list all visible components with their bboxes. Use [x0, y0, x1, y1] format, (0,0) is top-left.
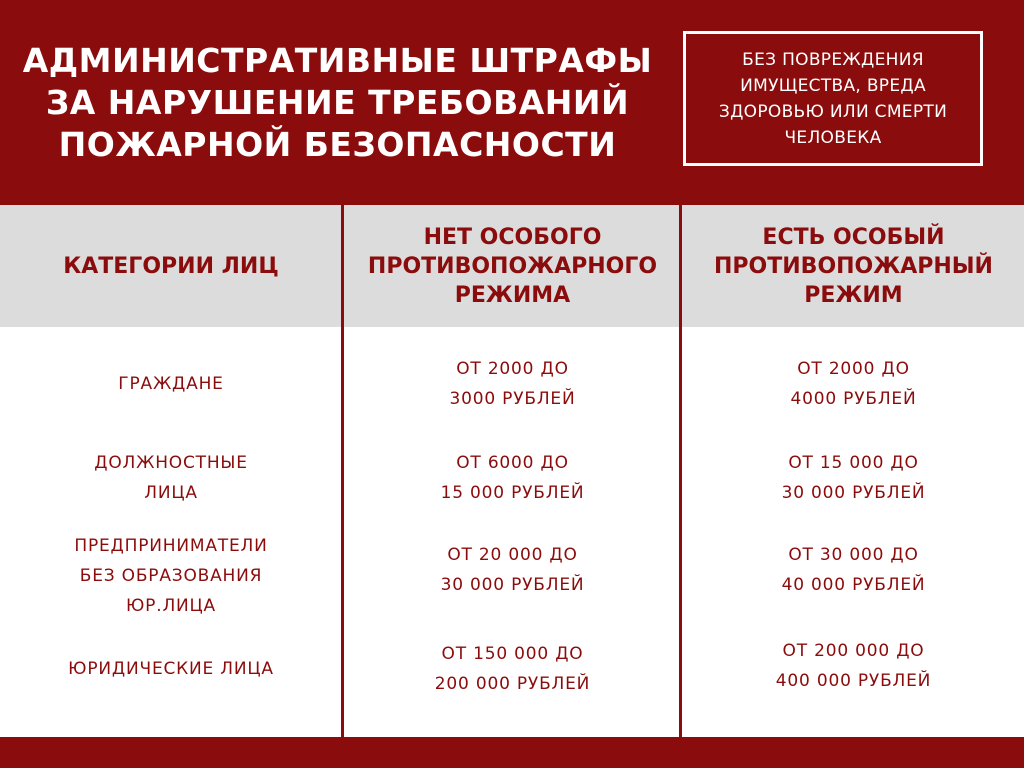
table-cell-regime: [683, 634, 1024, 698]
cell-line: ПРЕДПРИНИМАТЕЛИ: [74, 536, 268, 556]
cell-line: ОТ 20 000 ДО: [447, 545, 578, 565]
page-title-line: ЗА НАРУШЕНИЕ ТРЕБОВАНИЙ: [45, 83, 630, 122]
cell-line: ЛИЦА: [144, 483, 198, 503]
cell-line: ОТ 2000 ДО: [456, 359, 569, 379]
cell-line: БЕЗ ОБРАЗОВАНИЯ: [79, 566, 263, 586]
table-cell-no-regime: [345, 352, 680, 416]
cell-line: 4000 РУБЛЕЙ: [790, 389, 917, 409]
column-header-line: ПРОТИВОПОЖАРНЫЙ: [714, 253, 993, 279]
table-cell-category: [0, 446, 342, 510]
column-header-no-regime: [345, 205, 680, 327]
column-header-line: НЕТ ОСОБОГО: [423, 224, 602, 250]
page-title-line: ПОЖАРНОЙ БЕЗОПАСНОСТИ: [58, 125, 617, 164]
table-cell-regime: [683, 352, 1024, 416]
cell-line: ГРАЖДАНЕ: [118, 374, 224, 394]
column-header-regime: [683, 205, 1024, 327]
condition-note-line: ЧЕЛОВЕКА: [784, 127, 882, 148]
cell-line: ДОЛЖНОСТНЫЕ: [94, 453, 248, 473]
table-cell-no-regime: [345, 538, 680, 602]
table-cell-category: [0, 528, 342, 624]
page-title-line: АДМИНИСТРАТИВНЫЕ ШТРАФЫ: [22, 41, 653, 80]
cell-line: ЮР.ЛИЦА: [126, 596, 216, 616]
cell-line: ОТ 6000 ДО: [456, 453, 569, 473]
cell-line: 400 000 РУБЛЕЙ: [775, 671, 932, 691]
table-cell-no-regime: [345, 446, 680, 510]
cell-line: ЮРИДИЧЕСКИЕ ЛИЦА: [68, 659, 274, 679]
condition-note-box: [683, 31, 983, 166]
column-header-line: РЕЖИМА: [454, 282, 571, 308]
column-header-line: ПРОТИВОПОЖАРНОГО: [367, 253, 658, 279]
table-cell-regime: [683, 446, 1024, 510]
page-title: [0, 40, 675, 166]
table-cell-category: [0, 637, 342, 701]
table-cell-no-regime: [345, 637, 680, 701]
cell-line: 15 000 РУБЛЕЙ: [440, 483, 585, 503]
condition-note-line: ЗДОРОВЬЮ ИЛИ СМЕРТИ: [718, 101, 948, 122]
column-header-category: [0, 205, 342, 327]
cell-line: ОТ 2000 ДО: [797, 359, 910, 379]
cell-line: ОТ 150 000 ДО: [441, 644, 584, 664]
cell-line: ОТ 15 000 ДО: [788, 453, 919, 473]
column-header-line: ЕСТЬ ОСОБЫЙ: [762, 224, 945, 250]
footer-bar: [0, 737, 1024, 768]
cell-line: 3000 РУБЛЕЙ: [449, 389, 576, 409]
cell-line: 200 000 РУБЛЕЙ: [434, 674, 591, 694]
cell-line: 30 000 РУБЛЕЙ: [781, 483, 926, 503]
cell-line: 40 000 РУБЛЕЙ: [781, 575, 926, 595]
column-header-line: КАТЕГОРИИ ЛИЦ: [63, 253, 279, 279]
cell-line: ОТ 30 000 ДО: [788, 545, 919, 565]
cell-line: ОТ 200 000 ДО: [782, 641, 925, 661]
column-header-line: РЕЖИМ: [804, 282, 903, 308]
cell-line: 30 000 РУБЛЕЙ: [440, 575, 585, 595]
condition-note-line: ИМУЩЕСТВА, ВРЕДА: [740, 75, 926, 96]
table-cell-category: [0, 352, 342, 416]
condition-note-line: БЕЗ ПОВРЕЖДЕНИЯ: [742, 49, 924, 70]
table-cell-regime: [683, 538, 1024, 602]
